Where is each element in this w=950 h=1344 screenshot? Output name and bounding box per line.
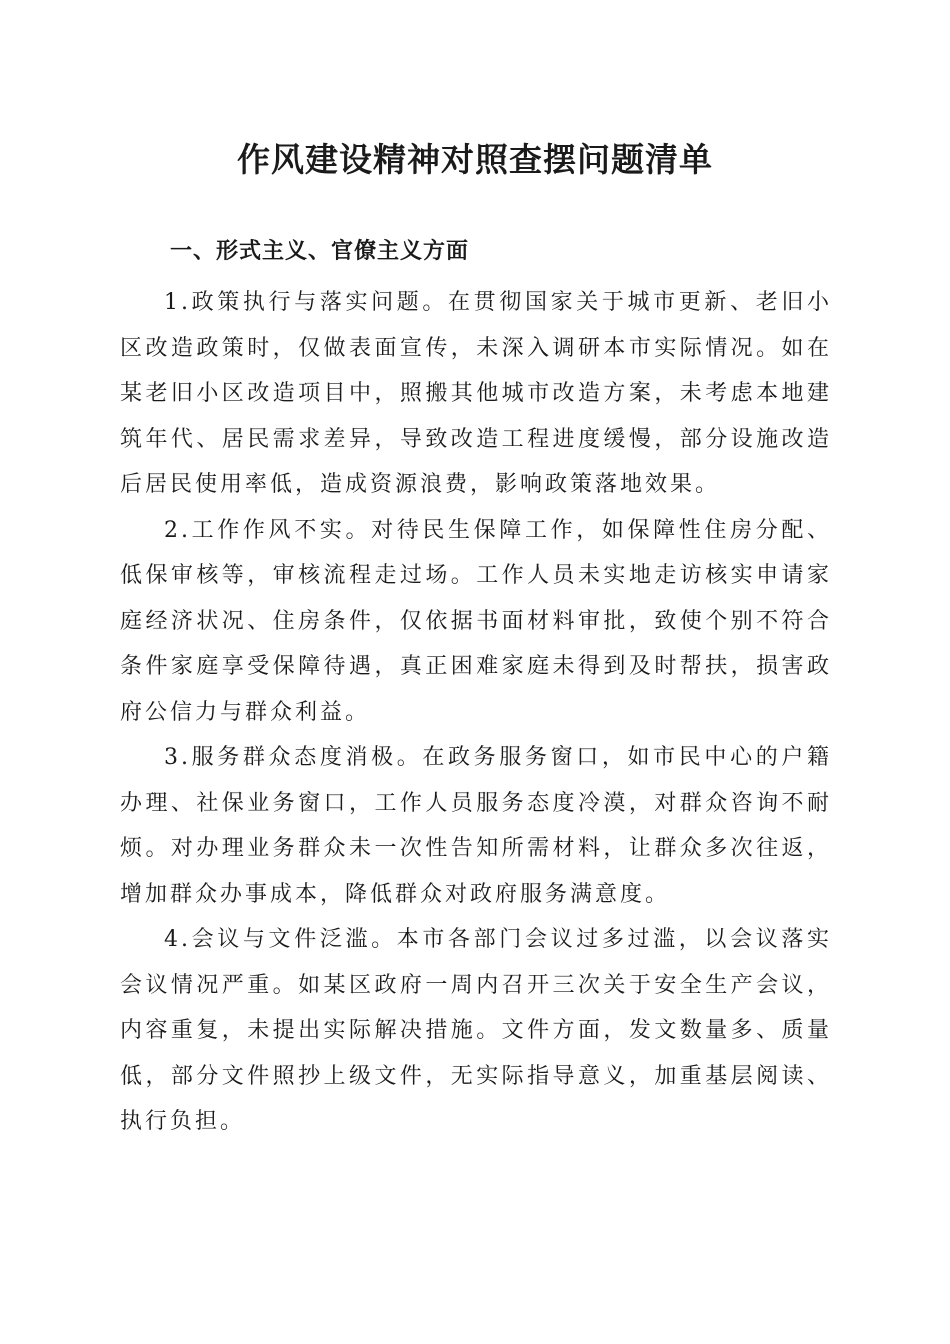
paragraph-work-style: 2.工作作风不实。对待民生保障工作，如保障性住房分配、低保审核等，审核流程走过场。工作人员未实地走访核实申请家庭经济状况、住房条件，仅依据书面材料审批，致使个别不符合条件家庭享受保障待遇，真正困难家庭未得到及时帮扶，损害政府公信力与群众利益。 [120,517,832,725]
paragraph-service-attitude: 3.服务群众态度消极。在政务服务窗口，如市民中心的户籍办理、社保业务窗口，工作人员服务态度冷漠，对群众咨询不耐烦。对办理业务群众未一次性告知所需材料，让群众多次往返，增加群众办事成本，降低群众对政府服务满意度。 [120,745,832,907]
paragraph-policy-implementation: 1.政策执行与落实问题。在贯彻国家关于城市更新、老旧小区改造政策时，仅做表面宣传，未深入调研本市实际情况。如在某老旧小区改造项目中，照搬其他城市改造方案，未考虑本地建筑年代、居民需求差异，导致改造工程进度缓慢，部分设施改造后居民使用率低，造成资源浪费，影响政策落地效果。 [120,290,832,497]
paragraph-meetings-documents: 4.会议与文件泛滥。本市各部门会议过多过滥，以会议落实会议情况严重。如某区政府一周内召开三次关于安全生产会议，内容重复，未提出实际解决措施。文件方面，发文数量多、质量低，部分文件照抄上级文件，无实际指导意义，加重基层阅读、执行负担。 [120,927,832,1134]
document-title: 作风建设精神对照查摆问题清单 [237,140,713,179]
section-heading: 一、形式主义、官僚主义方面 [170,239,470,264]
section-body [120,280,832,1145]
